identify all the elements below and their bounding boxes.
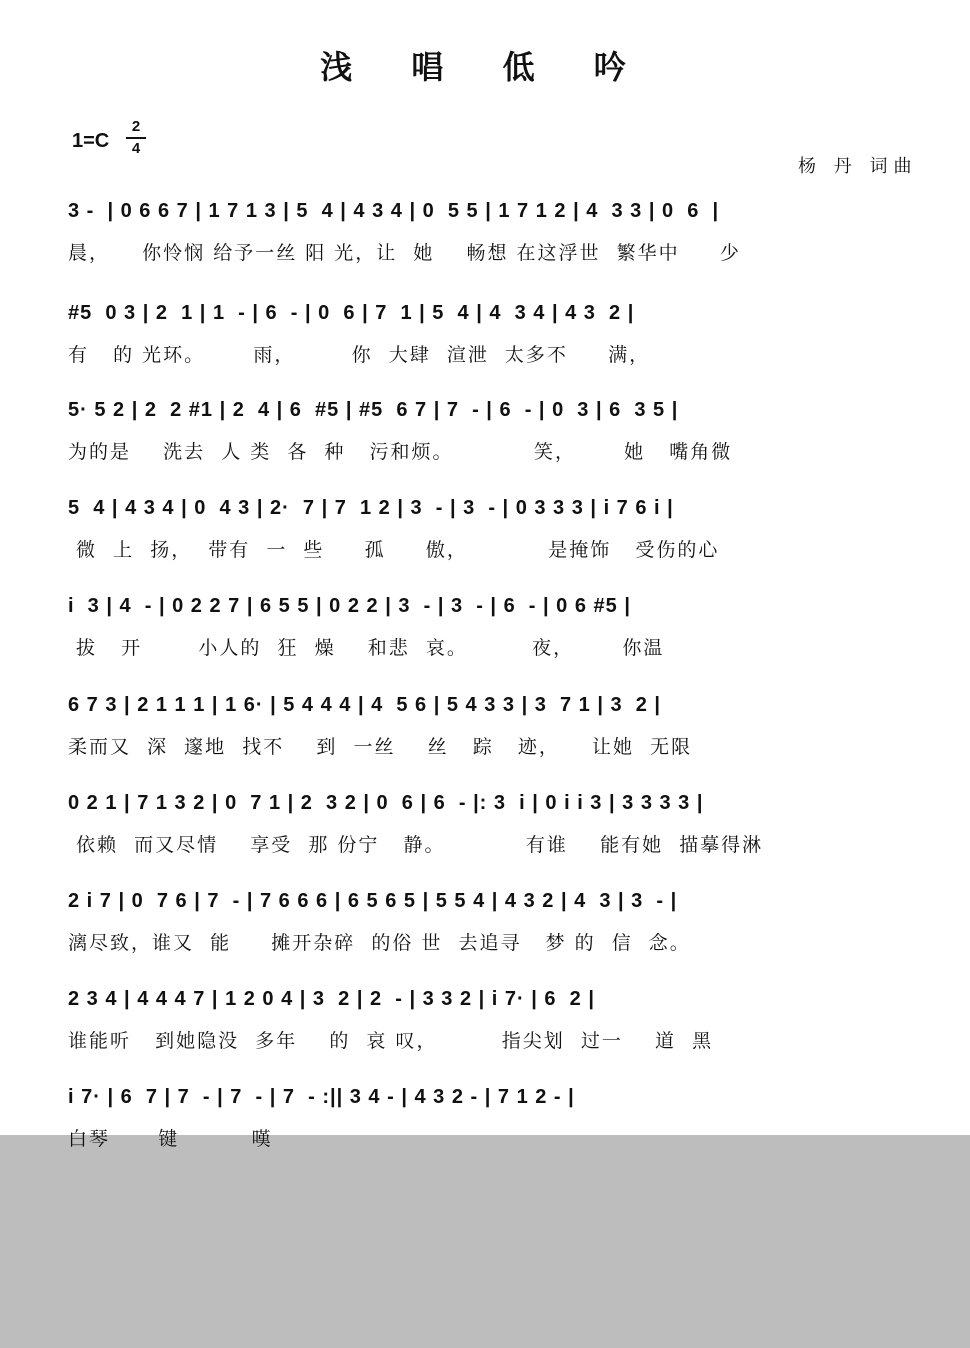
lyrics-row: 柔而又 深 邃地 找不 到 一丝 丝 踪 迹， 让她 无限 <box>68 736 693 758</box>
lyrics-row: 微 上 扬， 带有 一 些 孤 傲， 是掩饰 受伤的心 <box>68 539 720 561</box>
notes-row: i 3 | 4 - | 0 2 2 7 | 6 5 5 | 0 2 2 | 3 - | 3 - | 6 - | 0 6 #5 | <box>68 595 631 617</box>
lyrics-row: 为的是 洗去 人 类 各 种 污和烦。 笑， 她 嘴角微 <box>68 441 733 463</box>
time-signature-bottom: 4 <box>131 140 141 157</box>
credit: 杨 丹 词曲 <box>798 156 918 177</box>
time-signature-line <box>126 137 146 139</box>
notes-row: 6 7 3 | 2 1 1 1 | 1 6· | 5 4 4 4 | 4 5 6 | 5 4 3 3 | 3 7 1 | 3 2 | <box>68 694 661 716</box>
time-signature-top: 2 <box>131 118 141 135</box>
lyrics-row: 依赖 而又尽情 享受 那 份宁 静。 有谁 能有她 描摹得淋 <box>68 834 764 856</box>
time-signature <box>126 118 146 158</box>
key-signature: 1=C <box>72 130 110 152</box>
notes-row: 2 3 4 | 4 4 4 7 | 1 2 0 4 | 3 2 | 2 - | 3 3 2 | i 7· | 6 2 | <box>68 988 595 1010</box>
notes-row: 2 i 7 | 0 7 6 | 7 - | 7 6 6 6 | 6 5 6 5 | 5 5 4 | 4 3 2 | 4 3 | 3 - | <box>68 890 678 912</box>
song-title: 浅 唱 低 吟 <box>320 48 650 86</box>
notes-row: 5 4 | 4 3 4 | 0 4 3 | 2· 7 | 7 1 2 | 3 - | 3 - | 0 3 3 3 | i 7 6 i | <box>68 497 674 519</box>
notes-row: 3 - | 0 6 6 7 | 1 7 1 3 | 5 4 | 4 3 4 | 0 5 5 | 1 7 1 2 | 4 3 3 | 0 6 | <box>68 200 720 222</box>
gray-page-footer <box>0 1135 970 1348</box>
notes-row: 0 2 1 | 7 1 3 2 | 0 7 1 | 2 3 2 | 0 6 | 6 - |: 3 i | 0 i i 3 | 3 3 3 3 | <box>68 792 704 814</box>
lyrics-row: 谁能听 到她隐没 多年 的 哀 叹， 指尖划 过一 道 黑 <box>68 1030 714 1052</box>
lyrics-row: 白琴 键 嘆 <box>68 1128 273 1150</box>
notes-row: #5 0 3 | 2 1 | 1 - | 6 - | 0 6 | 7 1 | 5 4 | 4 3 4 | 4 3 2 | <box>68 302 635 324</box>
notes-row: i 7· | 6 7 | 7 - | 7 - | 7 - :|| 3 4 - | 4 3 2 - | 7 1 2 - | <box>68 1086 575 1108</box>
lyrics-row: 漓尽致，谁又 能 摊开杂碎 的俗 世 去追寻 梦 的 信 念。 <box>68 932 691 954</box>
lyrics-row: 拔 开 小人的 狂 燥 和悲 哀。 夜， 你温 <box>68 637 665 659</box>
lyrics-row: 有 的 光环。 雨， 你 大肆 渲泄 太多不 满， <box>68 344 651 366</box>
lyrics-row: 晨， 你怜悯 给予一丝 阳 光，让 她 畅想 在这浮世 繁华中 少 <box>68 242 741 264</box>
notes-row: 5· 5 2 | 2 2 #1 | 2 4 | 6 #5 | #5 6 7 | 7 - | 6 - | 0 3 | 6 3 5 | <box>68 399 679 421</box>
